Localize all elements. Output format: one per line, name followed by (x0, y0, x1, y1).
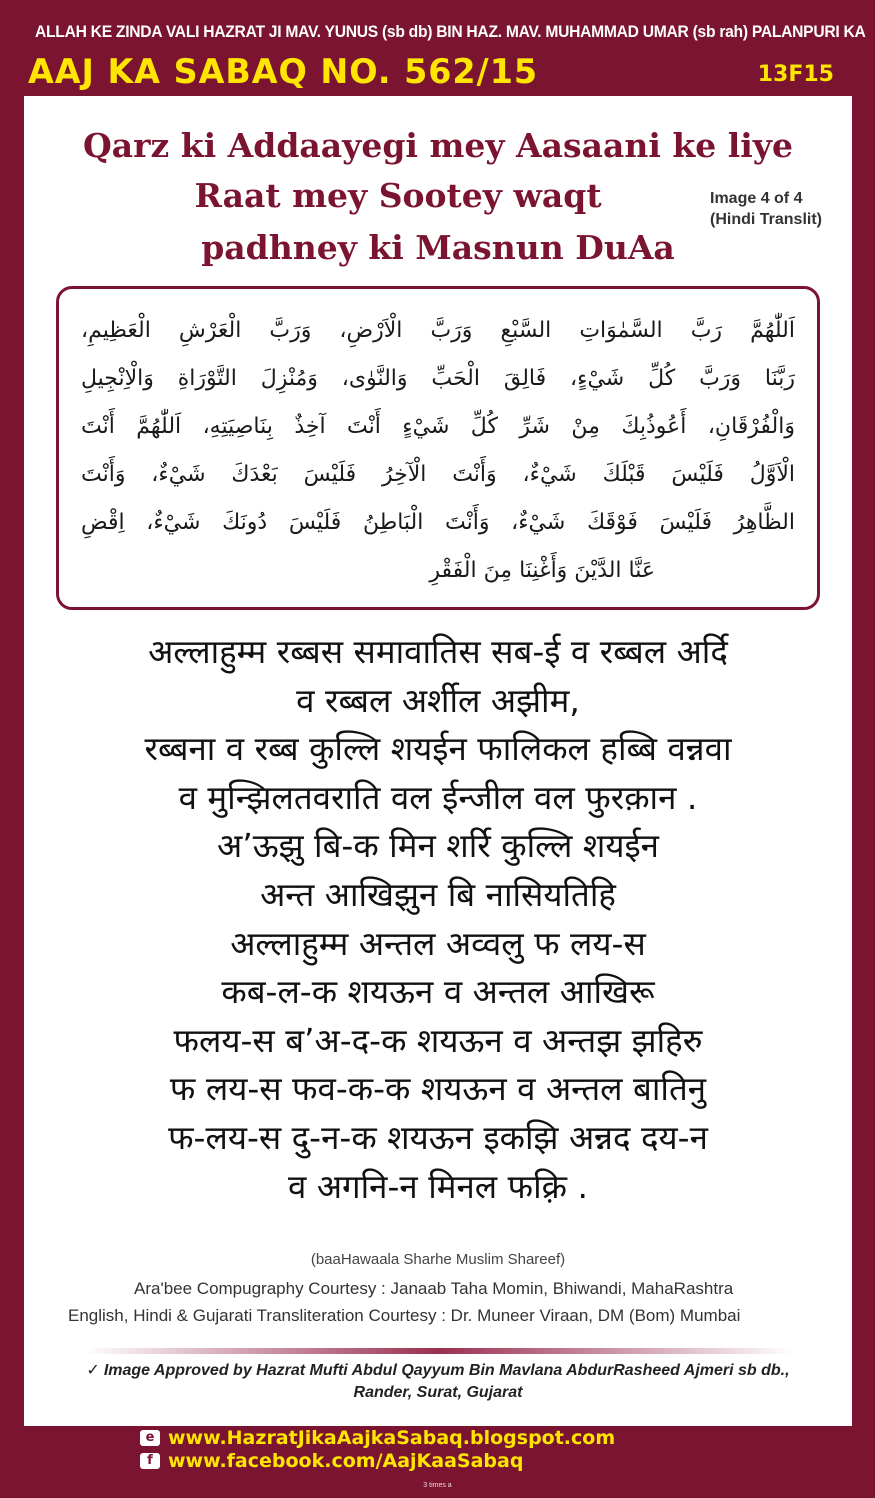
content-panel (24, 96, 852, 1426)
arabic-credit: Ara'bee Compugraphy Courtesy : Janaab Taha Momin, Bhiwandi, MahaRashtra (134, 1279, 734, 1298)
facebook-icon: f (140, 1453, 160, 1469)
approval-line-2: Rander, Surat, Gujarat (353, 1384, 523, 1401)
title-line-2: Raat mey Sootey waqt (194, 176, 602, 215)
approval-note (24, 1360, 852, 1404)
hindi-line: अन्त आखिझुन बि नासियतिहि (260, 874, 616, 914)
hindi-line: व रब्बल अर्शील अझीम, (296, 680, 580, 720)
sabaq-number-title: AAJ KA SABAQ NO. 562/15 (28, 52, 539, 92)
arabic-dua-box (56, 286, 820, 610)
arabic-line: الظَّاهِرُ فَلَيْسَ فَوْقَكَ شَيْءٌ، وَأَنْتَ الْبَاطِنُ فَلَيْسَ دُونَكَ شَيْءٌ، اِقْضِ (81, 510, 795, 535)
hindi-line: कब-ल-क शयऊन व अन्तल आखिरू (221, 972, 655, 1012)
hindi-line: फलय-स ब’अ-द-क शयऊन व अन्तझ झहिरु (173, 1020, 703, 1060)
arabic-line: عَنَّا الدَّيْنَ وَأَغْنِنَا مِنَ الْفَقْرِ (429, 558, 655, 583)
hindi-line: व मुन्झिलतवराति वल ईन्जील वल फुरक़ान . (178, 777, 698, 817)
transliteration-credit: English, Hindi & Gujarati Transliteration Courtesy : Dr. Muneer Viraan, DM (Bom) Mumbai (68, 1306, 741, 1325)
title-line-1: Qarz ki Addaayegi mey Aasaani ke liye (83, 126, 793, 165)
title-line-3: padhney ki Masnun DuAa (201, 228, 675, 267)
hindi-transliteration (24, 628, 852, 1211)
sabaq-code: 13F15 (757, 62, 834, 87)
header-top-line: ALLAH KE ZINDA VALI HAZRAT JI MAV. YUNUS (sb db) BIN HAZ. MAV. MUHAMMAD UMAR (sb rah) PALANPURI KA (35, 22, 866, 41)
hindi-line: फ-लय-स दु-न-क शयऊन इकझि अन्नद दय-न (168, 1117, 708, 1157)
hindi-line: अल्लाहुम्म रब्बस समावातिस सब-ई व रब्बल अर्दि (148, 632, 728, 671)
hindi-line: अ’ऊझु बि-क मिन शर्रि कुल्लि शयईन (217, 826, 659, 866)
image-count: Image 4 of 4 (710, 190, 803, 207)
hindi-line: व अगनि-न मिनल फक़्रि . (288, 1166, 588, 1206)
hindi-line: रब्बना व रब्ब कुल्लि शयईन फालिकल हब्बि वन्नवा (144, 729, 732, 769)
blog-icon: e (140, 1430, 160, 1446)
arabic-line: وَالْفُرْقَانِ، أَعُوذُبِكَ مِنْ شَرِّ كُلِّ شَيْءٍ أَنْتَ آخِذٌ بِنَاصِيَتِهِ، اَللّٰهُمَّ أَنْتَ (81, 414, 795, 439)
blog-link[interactable]: www.HazratJikaAajkaSabaq.blogspot.com (168, 1426, 616, 1449)
image-type: (Hindi Translit) (710, 211, 822, 228)
arabic-line: الْاَوَّلُ فَلَيْسَ قَبْلَكَ شَيْءٌ، وَأَنْتَ الْآخِرُ فَلَيْسَ بَعْدَكَ شَيْءٌ، وَأَنْتَ (81, 462, 795, 487)
arabic-line: رَبَّنَا وَرَبَّ كُلِّ شَيْءٍ، فَالِقَ الْحَبِّ وَالنَّوٰى، وَمُنْزِلَ التَّوْرَاةِ وَالْاِنْجِيلِ (81, 366, 795, 391)
hindi-line: फ लय-स फव-क-क शयऊन व अन्तल बातिनु (169, 1069, 707, 1109)
footer-small-text: 3 times a (423, 1482, 452, 1489)
footer-links (140, 1426, 840, 1472)
check-icon: ✓ (86, 1362, 100, 1379)
image-note (710, 188, 822, 230)
divider (84, 1348, 794, 1354)
approval-line-1: Image Approved by Hazrat Mufti Abdul Qayyum Bin Mavlana AbdurRasheed Ajmeri sb db., (103, 1362, 790, 1379)
blog-link-row[interactable] (140, 1426, 840, 1449)
facebook-link[interactable]: www.facebook.com/AajKaaSabaq (168, 1449, 524, 1472)
arabic-line: اَللّٰهُمَّ رَبَّ السَّمٰوَاتِ السَّبْعِ وَرَبَّ الْاَرْضِ، وَرَبَّ الْعَرْشِ الْعَظِيمِ، (81, 318, 795, 343)
header-main (28, 52, 848, 100)
source-reference: (baaHawaala Sharhe Muslim Shareef) (310, 1251, 566, 1268)
hindi-line: अल्लाहुम्म अन्तल अव्वलु फ लय-स (230, 923, 646, 963)
facebook-link-row[interactable] (140, 1449, 840, 1472)
